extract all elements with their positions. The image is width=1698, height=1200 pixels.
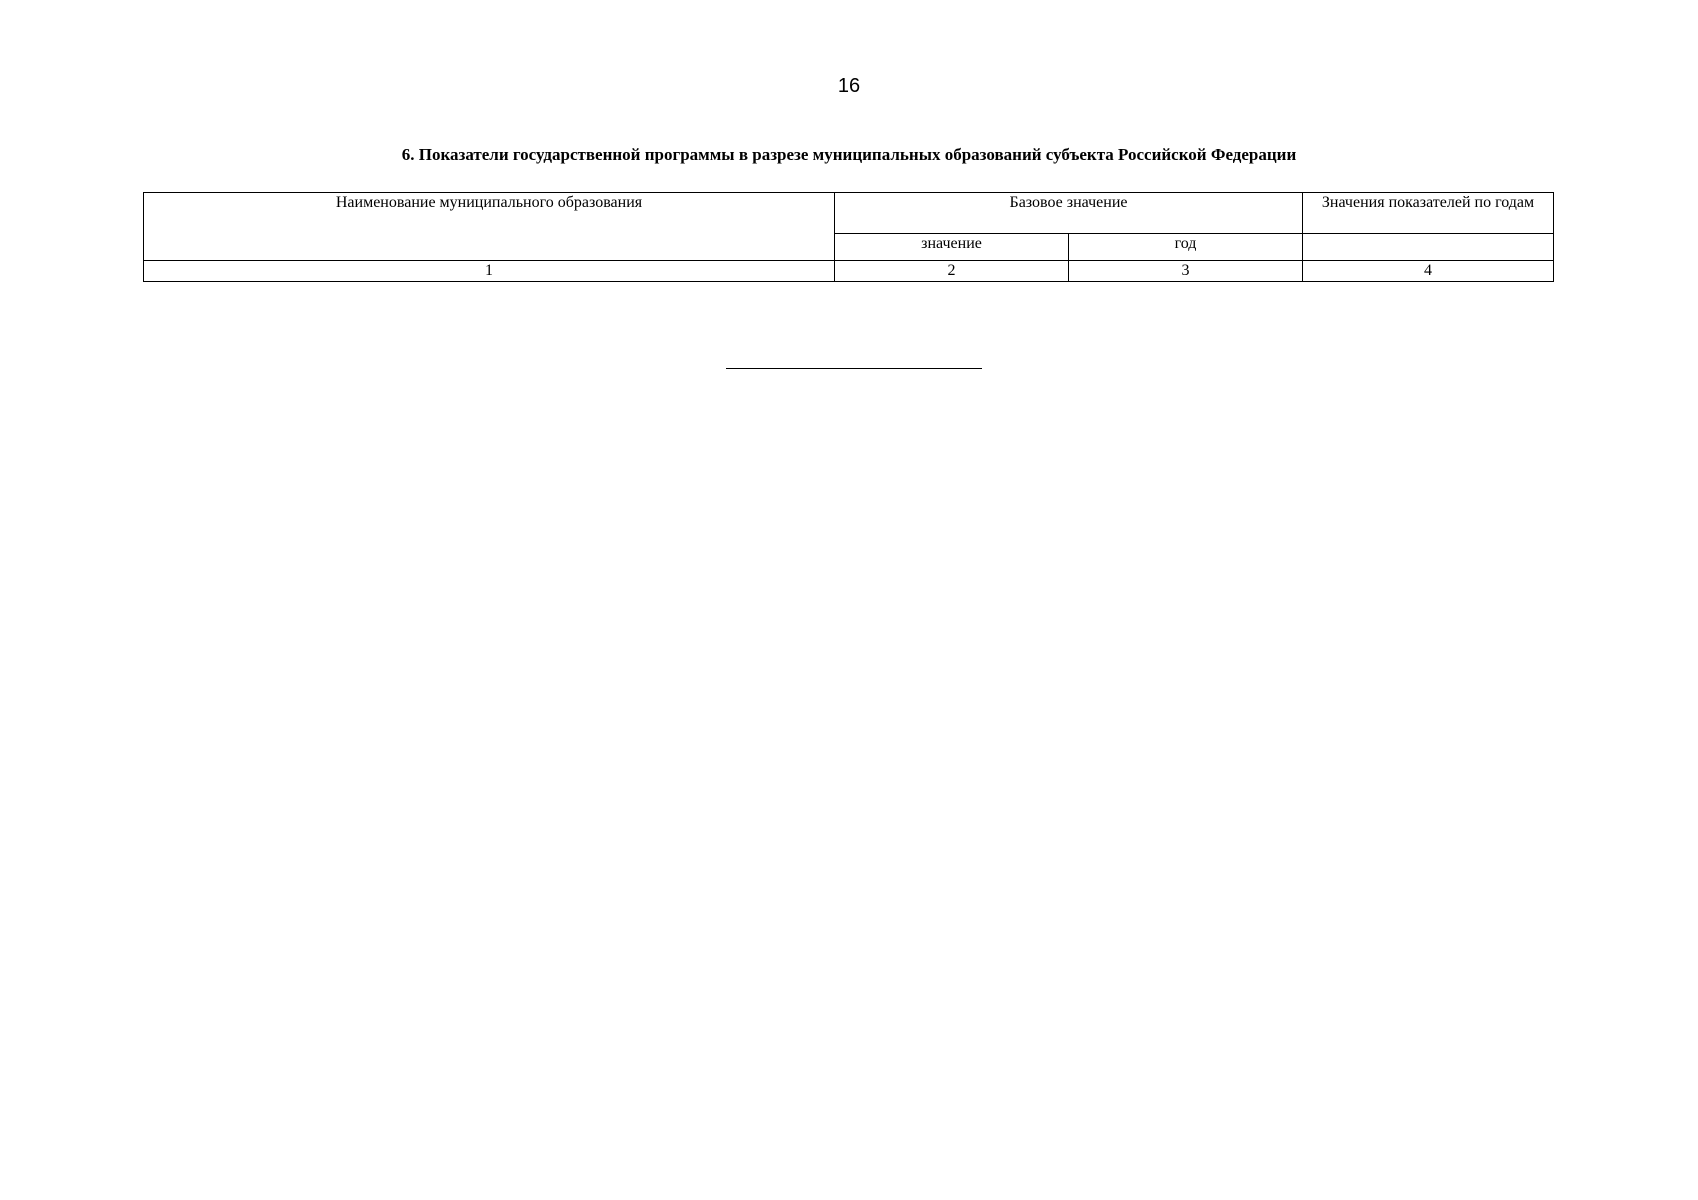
indicators-table	[143, 192, 1554, 282]
column-number-row	[144, 261, 1554, 282]
column-number-3: 3	[1069, 261, 1303, 282]
header-municipality-name: Наименование муниципального образования	[144, 193, 835, 261]
page-number: 16	[837, 75, 861, 97]
section-title: 6. Показатели государственной программы в разрезе муниципальных образований субъекта Российской Федерации	[401, 145, 1297, 164]
table-header-row	[144, 193, 1554, 234]
column-number-1: 1	[144, 261, 835, 282]
header-year: год	[1069, 234, 1303, 261]
header-value: значение	[835, 234, 1069, 261]
column-number-2: 2	[835, 261, 1069, 282]
column-number-4: 4	[1303, 261, 1554, 282]
header-values-by-year: Значения показателей по годам	[1303, 193, 1554, 234]
end-of-document-rule	[726, 368, 982, 369]
header-base-value: Базовое значение	[835, 193, 1303, 234]
header-empty-cell	[1303, 234, 1554, 261]
